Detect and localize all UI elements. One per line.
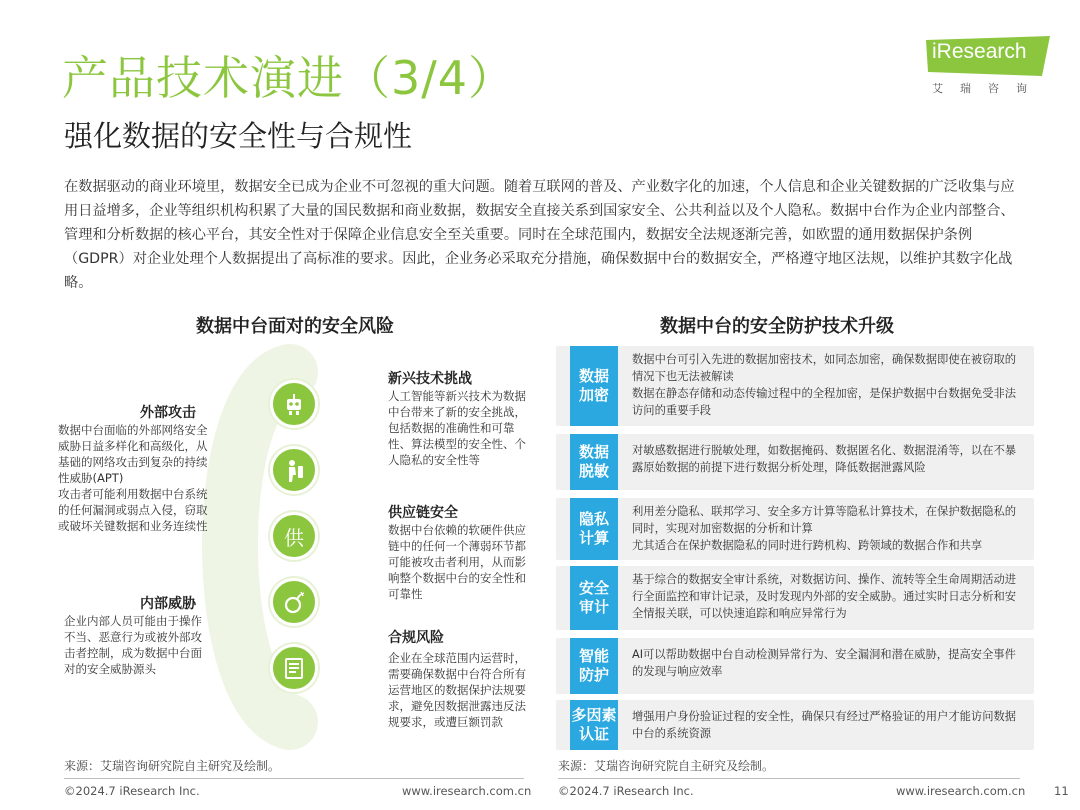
risk-title-external: 外部攻击 [140,405,196,421]
protection-row [556,700,1034,750]
row-label: 数据 脱敏 [570,434,618,490]
page-number: 11 [1054,784,1069,798]
source-note-left: 来源：艾瑞咨询研究院自主研究及绘制。 [64,759,281,773]
row-label: 多因素 认证 [570,700,618,750]
copyright-right: ©2024.7 iResearch Inc. [558,784,694,798]
protection-row [556,566,1034,630]
page-title: 产品技术演进（3/4） [62,51,516,105]
footer-divider-left [64,778,524,779]
protection-row [556,346,1034,426]
protection-row [556,498,1034,560]
risk-body-emerging: 人工智能等新兴技术为数据中台带来了新的安全挑战，包括数据的准确性和可靠性、算法模型的安全性、个人隐私的安全性等 [388,389,526,467]
source-note-right: 来源：艾瑞咨询研究院自主研究及绘制。 [558,759,775,773]
worker-icon [270,446,318,494]
logo-text: iResearch [932,40,1027,63]
website-link-left[interactable]: www.iresearch.com.cn [402,784,532,798]
robot-icon [270,380,318,428]
risk-body-supply: 数据中台依赖的软硬件供应链中的任何一个薄弱环节都可能被攻击者利用，从而影响整个数据中台的安全性和可靠性 [388,523,526,601]
footer-divider-right [558,778,1020,779]
risk-title-internal: 内部威胁 [140,596,196,612]
row-text: 基于综合的数据安全审计系统，对数据访问、操作、流转等全生命周期活动进行全面监控和审计记录，及时发现内外部的安全威胁。通过实时日志分析和安全情报关联，可以快速追踪和响应异常行为 [632,573,1017,620]
protection-row [556,638,1034,694]
risk-title-supply: 供应链安全 [388,505,458,521]
row-label: 数据 加密 [570,346,618,426]
iresearch-logo [926,36,1050,98]
risk-title-emerging: 新兴技术挑战 [388,371,472,387]
row-label: 隐私 计算 [570,498,618,560]
risk-body-internal: 企业内部人员可能由于操作不当、恶意行为或被外部攻击者控制，成为数据中台面对的安全威胁源头 [64,614,202,676]
website-link-right[interactable]: www.iresearch.com.cn [896,784,1026,798]
risk-body-compliance: 企业在全球范围内运营时，需要确保数据中台符合所有运营地区的数据保护法规要求，避免因数据泄露违反法规要求，或遭巨额罚款 [388,651,526,729]
row-text: 增强用户身份验证过程的安全性，确保只有经过严格验证的用户才能访问数据中台的系统资源 [632,710,1017,740]
page-subtitle: 强化数据的安全性与合规性 [64,119,413,153]
document-icon [270,644,318,692]
right-section-title: 数据中台的安全防护技术升级 [660,316,894,337]
logo-subtext: 艾瑞咨询 [932,82,1044,95]
left-section-title: 数据中台面对的安全风险 [196,316,394,337]
risk-title-compliance: 合规风险 [388,630,444,646]
row-label: 智能 防护 [570,638,618,694]
row-text: 数据中台可引入先进的数据加密技术，如同态加密，确保数据即使在被窃取的情况下也无法被解读 数据在静态存储和动态传输过程中的全程加密，是保护数据中台数据免受非法访问的重要手段 [632,353,1017,417]
risk-body-external: 数据中台面临的外部网络安全威胁日益多样化和高级化，从基础的网络攻击到复杂的持续性威胁(APT) 攻击者可能利用数据中台系统的任何漏洞或弱点入侵，窃取或破坏关键数据和业务连续性 [58,423,208,533]
row-text: AI可以帮助数据中台自动检测异常行为、安全漏洞和潜在威胁，提高安全事件的发现与响应效率 [632,648,1016,678]
copyright-left: ©2024.7 iResearch Inc. [64,784,200,798]
protection-row [556,434,1034,490]
row-label: 安全 审计 [570,566,618,630]
row-text: 利用差分隐私、联邦学习、安全多方计算等隐私计算技术，在保护数据隐私的同时，实现对加密数据的分析和计算 尤其适合在保护数据隐私的同时进行跨机构、跨领域的数据合作和共享 [632,505,1017,552]
row-text: 对敏感数据进行脱敏处理，如数据掩码、数据匿名化、数据混淆等，以在不暴露原始数据的前提下进行数据分析处理，降低数据泄露风险 [632,444,1017,474]
supply-chain-icon: 供 [270,512,318,560]
intro-paragraph: 在数据驱动的商业环境里，数据安全已成为企业不可忽视的重大问题。随着互联网的普及、产业数字化的加速，个人信息和企业关键数据的广泛收集与应用日益增多，企业等组织机构积累了大量的国民数据和商业数据，数据安全直接关系到国家安全、公共利益以及个人隐私。数据中台作为企业内部整合、管理和分析数据的核心平台，其安全性对于保障企业信息安全至关重要。同时在全球范围内，数据安全法规逐渐完善，如欧盟的通用数据保护条例（GDPR）对企业处理个人数据提出了高标准的要求。因此，企业务必采取充分措施，确保数据中台的数据安全，严格遵守地区法规，以维护其数字化战略。 [64,179,1015,291]
bomb-icon [270,578,318,626]
